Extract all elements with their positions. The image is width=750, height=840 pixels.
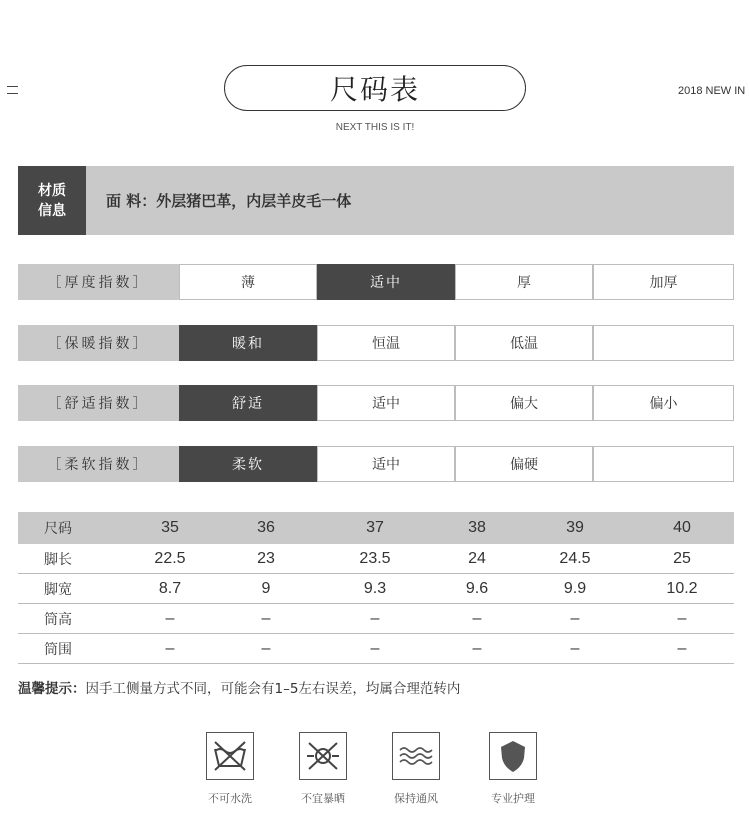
- index-option: 加厚: [593, 264, 734, 300]
- table-cell: 24.5: [559, 549, 591, 567]
- index-label: ［保暖指数］: [18, 325, 179, 361]
- table-header-cell: 35: [161, 519, 179, 536]
- table-cell: –: [370, 609, 380, 627]
- material-label-line1: 材质: [38, 182, 66, 199]
- table-cell: –: [677, 639, 687, 657]
- table-header-cell: 40: [673, 519, 691, 536]
- index-label: ［柔软指数］: [18, 446, 179, 482]
- table-row: [18, 604, 734, 634]
- table-cell: –: [370, 639, 380, 657]
- table-cell: 筒高: [44, 611, 72, 628]
- table-cell: 脚宽: [44, 581, 72, 598]
- page-subtitle: NEXT THIS IS IT!: [335, 122, 415, 133]
- table-cell: –: [472, 639, 482, 657]
- index-option: 偏硬: [455, 446, 593, 482]
- table-cell: –: [677, 609, 687, 627]
- table-cell: –: [165, 639, 175, 657]
- tagline: 2018 NEW IN: [678, 85, 746, 97]
- size-table: [18, 512, 734, 664]
- no-sun-icon: [299, 732, 347, 780]
- care-label: 不可水洗: [208, 792, 252, 805]
- table-cell: –: [570, 609, 580, 627]
- index-option: 低温: [455, 325, 593, 361]
- table-cell: 10.2: [666, 579, 698, 597]
- index-option: 舒适: [179, 385, 317, 421]
- index-label: ［厚度指数］: [18, 264, 179, 300]
- table-cell: –: [261, 639, 271, 657]
- care-ventilate: [376, 732, 456, 806]
- care-no-wash: [190, 732, 270, 806]
- ventilate-icon: [392, 732, 440, 780]
- index-row-thickness: [18, 264, 734, 300]
- table-cell: –: [472, 609, 482, 627]
- index-row-comfort: [18, 385, 734, 421]
- size-tip: [18, 677, 460, 697]
- care-label: 专业护理: [491, 792, 535, 805]
- table-cell: –: [165, 609, 175, 627]
- material-label: [18, 166, 86, 235]
- care-professional: [473, 732, 553, 806]
- table-cell: 25: [673, 549, 691, 567]
- index-option: 偏大: [455, 385, 593, 421]
- material-label-line2: 信息: [38, 202, 66, 219]
- table-header-cell: 39: [566, 519, 584, 536]
- table-cell: 脚长: [44, 551, 72, 568]
- material-text: 面 料：外层猪巴革，内层羊皮毛一体: [106, 192, 352, 210]
- material-info: [18, 166, 734, 235]
- shield-icon: [489, 732, 537, 780]
- table-cell: 9.3: [363, 579, 387, 597]
- table-row: [18, 544, 734, 574]
- table-cell: 筒围: [44, 641, 72, 658]
- index-label: ［舒适指数］: [18, 385, 179, 421]
- care-no-sun: [283, 732, 363, 806]
- table-cell: 9: [261, 579, 271, 597]
- index-option: 暖和: [179, 325, 317, 361]
- table-cell: 9.6: [465, 579, 489, 597]
- table-header-row: [18, 512, 734, 544]
- table-cell: 9.9: [563, 579, 587, 597]
- table-cell: 23.5: [359, 549, 391, 567]
- table-header-cell: 37: [366, 519, 384, 536]
- table-cell: 23: [257, 549, 275, 567]
- index-option: 薄: [179, 264, 317, 300]
- menu-icon[interactable]: [7, 84, 18, 95]
- table-cell: –: [570, 639, 580, 657]
- page-title: 尺码表: [224, 65, 526, 111]
- table-cell: 24: [468, 549, 486, 567]
- index-option: 厚: [455, 264, 593, 300]
- index-option: [593, 446, 734, 482]
- index-option: 适中: [317, 385, 455, 421]
- index-option: 偏小: [593, 385, 734, 421]
- table-row: [18, 634, 734, 664]
- care-label: 保持通风: [394, 792, 438, 805]
- table-cell: –: [261, 609, 271, 627]
- care-label: 不宜暴晒: [301, 792, 345, 805]
- table-header-cell: 尺码: [44, 521, 72, 537]
- table-row: [18, 574, 734, 604]
- index-option: 适中: [317, 264, 455, 300]
- index-option: 柔软: [179, 446, 317, 482]
- table-header-cell: 38: [468, 519, 486, 536]
- tip-label: 温馨提示：: [18, 681, 86, 697]
- table-header-cell: 36: [257, 519, 275, 536]
- table-cell: 22.5: [154, 549, 186, 567]
- index-option: 恒温: [317, 325, 455, 361]
- index-option: 适中: [317, 446, 455, 482]
- no-wash-icon: [206, 732, 254, 780]
- index-row-softness: [18, 446, 734, 482]
- index-option: [593, 325, 734, 361]
- index-row-warmth: [18, 325, 734, 361]
- table-cell: 8.7: [158, 579, 182, 597]
- tip-text: 因手工侧量方式不同，可能会有1–5左右误差，均属合理范转内: [85, 681, 461, 697]
